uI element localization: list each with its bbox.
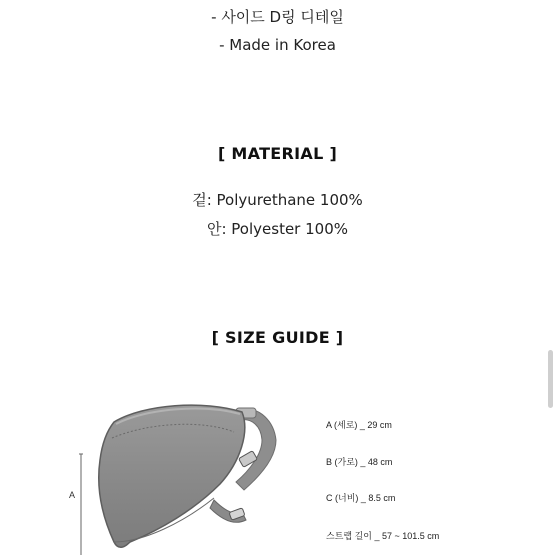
bag-illustration bbox=[64, 392, 284, 555]
spec-strap-length: 스트랩 길이 _ 57 ~ 101.5 cm bbox=[326, 531, 440, 541]
detail-side-ring: - 사이드 D링 디테일 bbox=[211, 8, 344, 26]
material-inner: 안: Polyester 100% bbox=[206, 220, 349, 238]
detail-origin: - Made in Korea bbox=[219, 36, 336, 54]
size-guide-heading: [ SIZE GUIDE ] bbox=[211, 328, 344, 347]
material-outer: 겉: Polyurethane 100% bbox=[192, 191, 363, 209]
spec-depth: C (너비) _ 8.5 cm bbox=[326, 493, 396, 503]
scrollbar[interactable] bbox=[548, 350, 553, 408]
spec-height: A (세로) _ 29 cm bbox=[326, 420, 392, 430]
dimension-label-a: A bbox=[69, 490, 76, 500]
spec-width: B (가로) _ 48 cm bbox=[326, 457, 393, 467]
material-heading: [ MATERIAL ] bbox=[217, 144, 338, 163]
bag-diagram bbox=[64, 392, 284, 555]
